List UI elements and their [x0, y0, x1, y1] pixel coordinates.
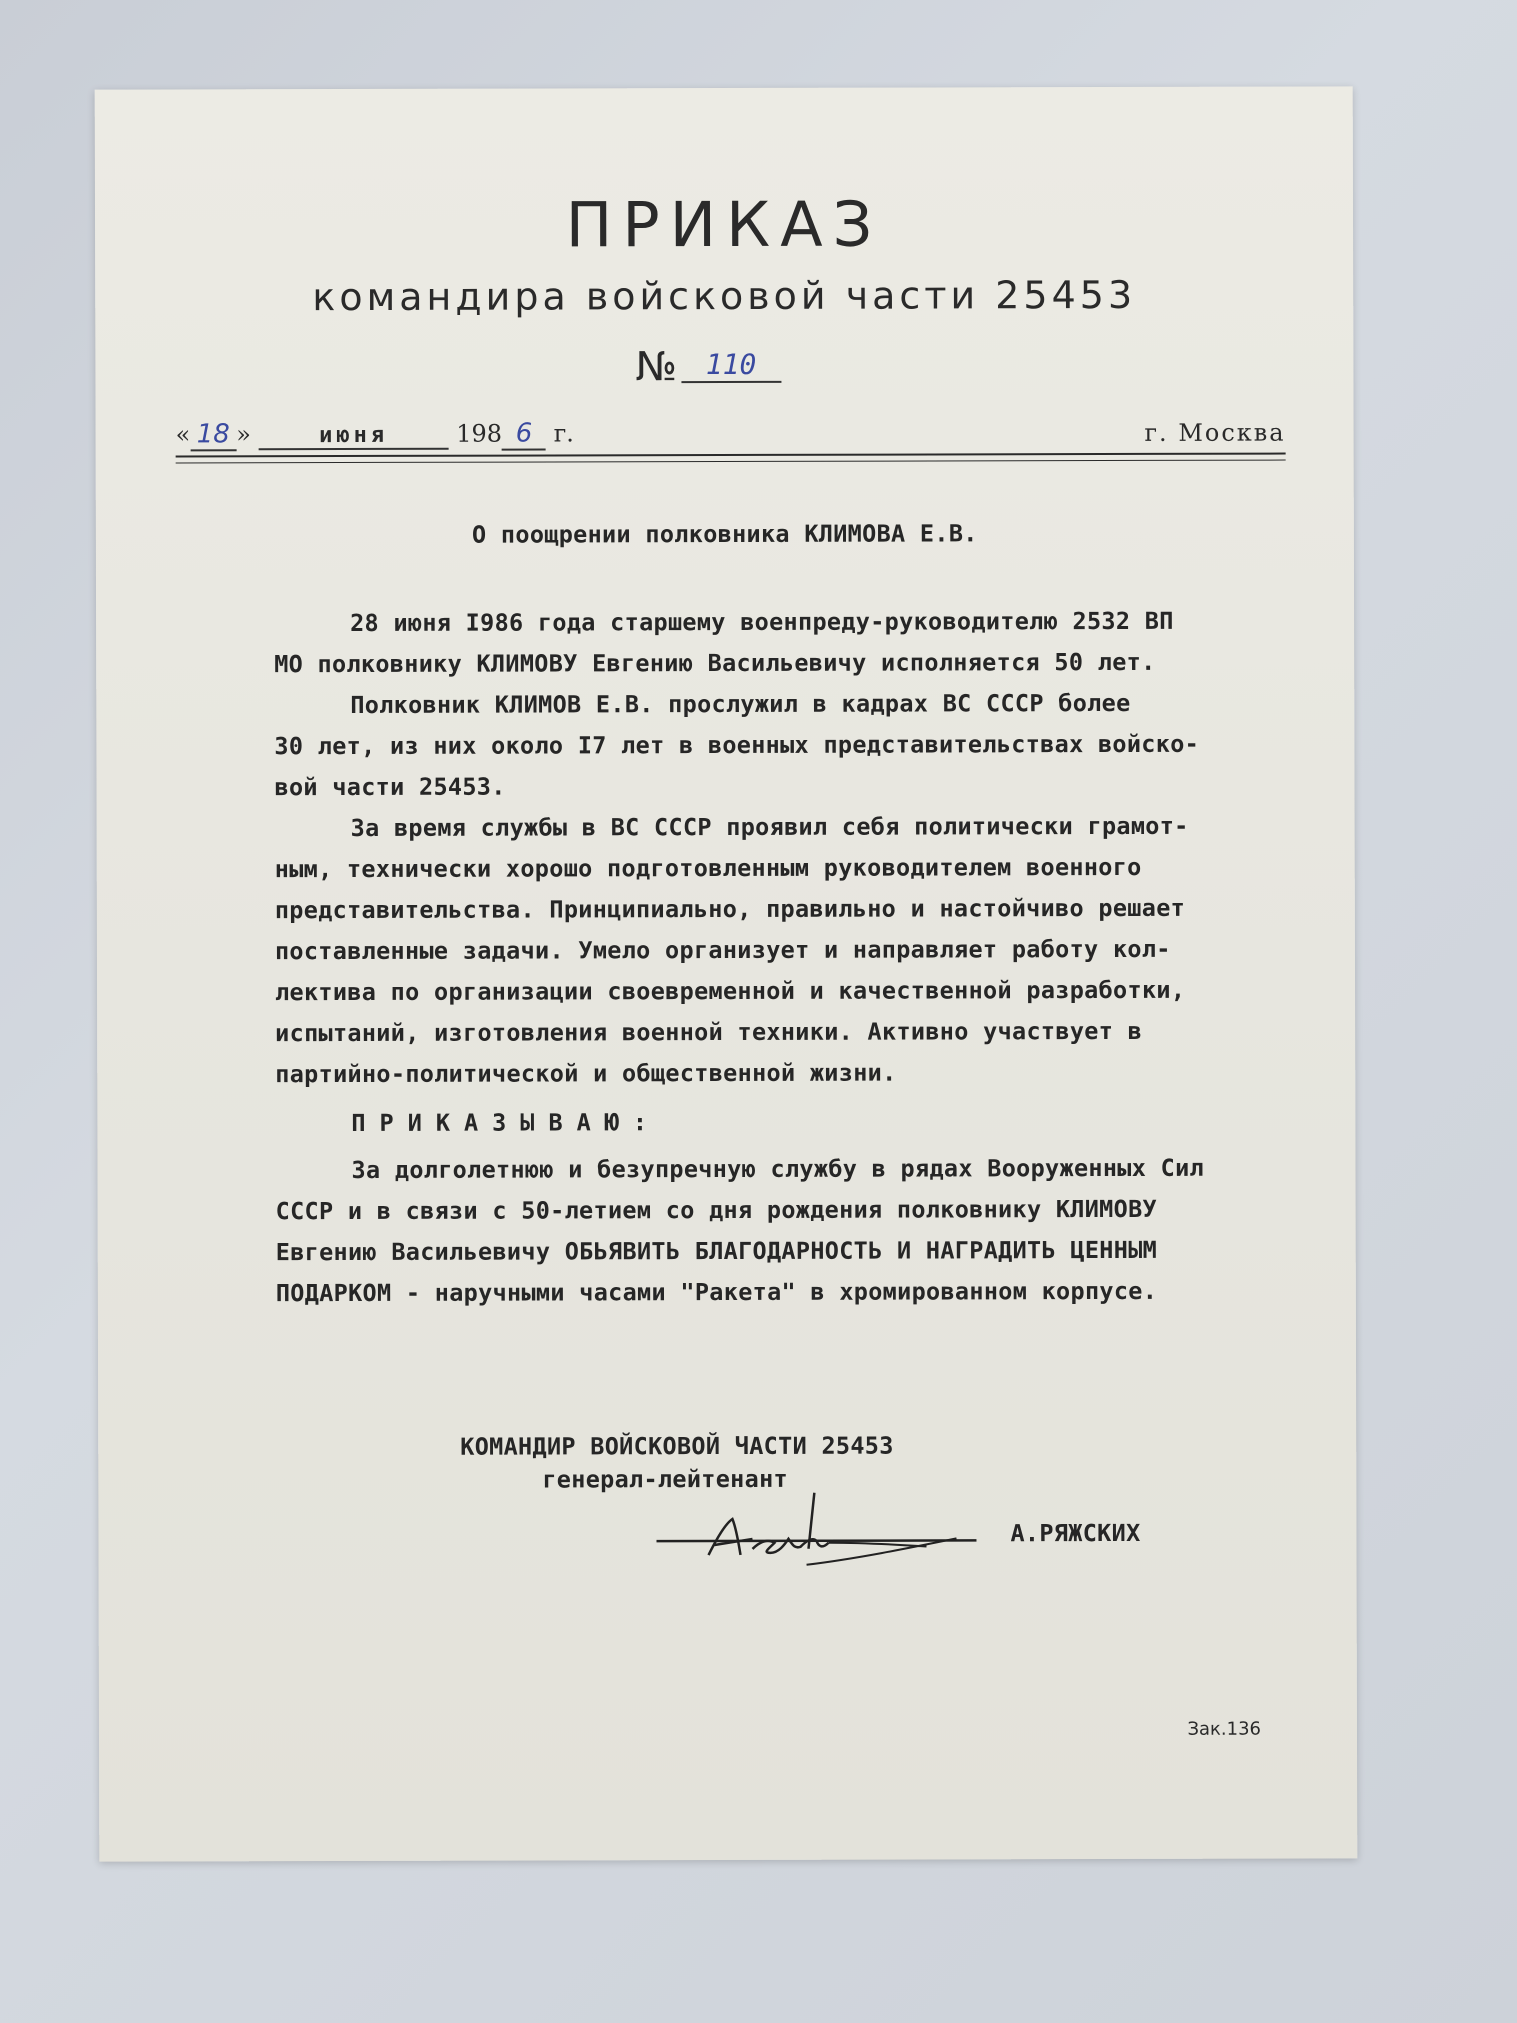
date-day: 18 — [190, 419, 236, 451]
text-line: Полковник КЛИМОВ Е.В. прослужил в кадрах ВС СССР более — [350, 688, 1131, 719]
order-date — [176, 418, 574, 451]
order-directive — [275, 1100, 1335, 1144]
text-line: вой части 25453. — [274, 772, 506, 802]
date-close-quote: » — [236, 420, 251, 449]
text-line: поставленные задачи. Умело организует и направляет работу кол- — [274, 934, 1171, 966]
date-month: июня — [259, 423, 449, 450]
paragraph-4 — [275, 1147, 1335, 1314]
order-body — [274, 600, 1336, 1314]
text-line: СССР и в связи с 50-летием со дня рождения полковнику КЛИМОВУ — [275, 1194, 1157, 1226]
text-line: Евгению Васильевичу ОБЬЯВИТЬ БЛАГОДАРНОСТЬ И НАГРАДИТЬ ЦЕННЫМ — [275, 1235, 1158, 1267]
date-open-quote: « — [175, 420, 191, 449]
date-year-prefix: 198 — [456, 419, 503, 448]
signer-rank: генерал-лейтенант — [542, 1464, 788, 1494]
signer-position: КОМАНДИР ВОЙСКОВОЙ ЧАСТИ 25453 — [460, 1431, 894, 1461]
number-sign: № — [635, 344, 678, 391]
order-number-value: 110 — [681, 348, 781, 383]
text-line: испытаний, изготовления военной техники. Активно участвует в — [275, 1016, 1143, 1048]
order-heading: О поощрении полковника КЛИМОВА Е.В. — [471, 519, 978, 549]
order-number — [635, 344, 781, 390]
text-line: партийно-политической и общественной жизни. — [275, 1058, 897, 1089]
text-line: представительства. Принципиально, правильно и настойчиво решает — [274, 893, 1186, 925]
document-subtitle: командира войсковой части 25453 — [312, 272, 1137, 320]
text-line: 28 июня I986 года старшему военпреду-руководителю 2532 ВП — [350, 606, 1174, 637]
signer-name: А.РЯЖСКИХ — [1010, 1518, 1141, 1548]
paragraph-3 — [275, 805, 1336, 1095]
date-year-suffix: г. — [553, 419, 574, 448]
city-label: г. Москва — [1144, 418, 1286, 447]
order-word: ПРИКАЗЫВАЮ: — [351, 1108, 662, 1137]
paragraph-2 — [274, 682, 1334, 808]
handwritten-signature — [656, 1482, 986, 1583]
text-line: МО полковнику КЛИМОВУ Евгению Васильевичу исполняется 50 лет. — [274, 647, 1156, 679]
text-line: За время службы в ВС СССР проявил себя политически грамот- — [350, 811, 1189, 842]
header-divider — [176, 453, 1286, 458]
order-code: Зак.136 — [1187, 1718, 1262, 1740]
text-line: ным, технически хорошо подготовленным руководителем военного — [274, 852, 1142, 884]
text-line: 30 лет, из них около I7 лет в военных представительствах войско- — [274, 729, 1200, 761]
text-line: ПОДАРКОМ - наручными часами "Ракета" в хромированном корпусе. — [275, 1276, 1158, 1308]
header-divider-thin — [176, 460, 1286, 464]
document-title: ПРИКАЗ — [565, 187, 883, 262]
document-page — [95, 86, 1358, 1861]
text-line: За долголетнюю и безупречную службу в рядах Вооруженных Сил — [351, 1153, 1204, 1184]
date-year-digit: 6 — [502, 418, 546, 450]
text-line: лектива по организации своевременной и качественной разработки, — [275, 975, 1186, 1007]
paragraph-1 — [274, 600, 1334, 685]
